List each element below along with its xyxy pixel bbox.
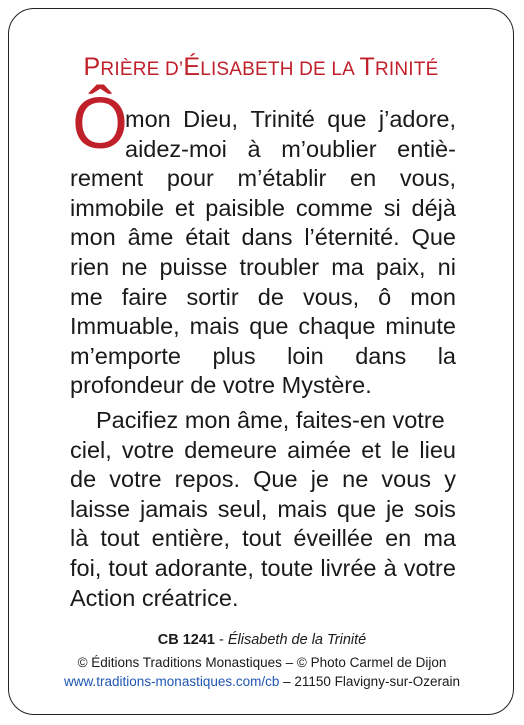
prayer-line — [70, 495, 456, 525]
prayer-word: seul, — [217, 495, 268, 522]
prayer-word: et — [361, 436, 381, 463]
prayer-word: Trinité — [250, 106, 315, 132]
prayer-word: immobile — [70, 194, 165, 221]
prayer-word: livrée — [320, 554, 377, 581]
prayer-word: plus — [212, 342, 256, 369]
prayer-word: que — [327, 106, 367, 132]
prayer-word: ciel, — [70, 436, 112, 463]
address-text: – 21150 Flavigny-sur-Ozerain — [279, 674, 460, 689]
prayer-line — [70, 524, 456, 554]
prayer-word: si — [383, 194, 401, 221]
prayer-word: vous — [381, 466, 432, 493]
footer-reference — [0, 632, 524, 648]
prayer-word: sortir — [186, 283, 239, 310]
prayer-line — [70, 223, 456, 253]
title-letter: É — [183, 53, 201, 81]
prayer-word: m’emporte — [70, 342, 182, 369]
prayer-word: rien — [70, 253, 110, 280]
prayer-word: là — [70, 525, 89, 552]
prayer-line — [70, 105, 456, 135]
prayer-word: dans — [355, 342, 407, 369]
prayer-word: vous, — [302, 283, 360, 310]
footer-author: Élisabeth de la Trinité — [227, 632, 367, 648]
prayer-word: rement — [70, 165, 144, 192]
prayer-word: repos. — [174, 466, 240, 493]
title-smallcaps: RIÈRE D’ — [100, 59, 184, 80]
prayer-word: dans — [241, 224, 293, 251]
prayer-word: ma — [423, 525, 456, 552]
prayer-word: ne — [342, 466, 369, 493]
prayer-word: votre — [109, 466, 162, 493]
prayer-word: déjà — [411, 194, 456, 221]
prayer-line — [70, 194, 456, 224]
prayer-word: demeure — [184, 436, 278, 463]
prayer-word: à — [247, 135, 261, 162]
publisher-link[interactable]: www.traditions-monastiques.com/cb — [64, 674, 280, 689]
prayer-word: votre — [121, 436, 175, 463]
prayer-word: que — [249, 313, 289, 340]
prayer-word: puisse — [159, 253, 228, 280]
prayer-word: mon — [70, 224, 116, 251]
prayer-word: éveillée — [293, 525, 374, 552]
prayer-title — [9, 53, 513, 82]
prayer-word: mais — [277, 495, 327, 522]
prayer-word: troubler — [239, 253, 320, 280]
prayer-line — [70, 465, 456, 495]
footer-address — [0, 674, 524, 689]
footer-separator: - — [214, 632, 228, 648]
prayer-word: j’adore, — [378, 106, 456, 132]
prayer-word: aidez-moi — [125, 135, 227, 162]
prayer-word: m’établir — [237, 165, 327, 192]
prayer-word: toute — [261, 554, 314, 581]
prayer-word: de — [70, 466, 97, 493]
prayer-word: Immuable, — [70, 313, 180, 340]
prayer-word: en — [350, 165, 377, 192]
prayer-word: de — [257, 283, 284, 310]
prayer-word: adorante, — [154, 554, 254, 581]
prayer-word: Que — [253, 466, 298, 493]
prayer-word: comme — [295, 194, 373, 221]
prayer-word: à — [383, 554, 397, 581]
prayer-word: était — [185, 224, 230, 251]
prayer-word: entiè- — [397, 135, 456, 162]
prayer-word: votre — [403, 554, 456, 581]
footer-copyright: © Éditions Traditions Monastiques – © Photo Carmel de Dijon — [77, 655, 447, 670]
prayer-word: laisse — [70, 495, 131, 522]
prayer-word: l’éternité. — [304, 224, 400, 251]
prayer-word: Que — [411, 224, 456, 251]
prayer-line — [70, 283, 456, 313]
prayer-line: Action créatrice. — [70, 584, 239, 611]
prayer-word: ô — [378, 283, 392, 310]
prayer-word: Dieu, — [183, 106, 239, 132]
prayer-line: profondeur de votre Mystère. — [70, 372, 372, 399]
prayer-word: lieu — [419, 436, 456, 463]
prayer-line — [70, 253, 456, 283]
prayer-word: chaque — [298, 313, 376, 340]
prayer-word: pour — [166, 165, 214, 192]
prayer-word: et — [174, 194, 195, 221]
prayer-word: ni — [437, 253, 456, 280]
prayer-word: paisible — [205, 194, 285, 221]
prayer-word: minute — [385, 313, 456, 340]
title-letter: T — [359, 53, 375, 81]
prayer-word: mais — [189, 313, 240, 340]
prayer-word: ma — [331, 253, 364, 280]
prayer-word: foi, — [70, 554, 102, 581]
title-letter: P — [83, 53, 101, 81]
prayer-word: sois — [414, 495, 456, 522]
prayer-word: loin — [287, 342, 324, 369]
prayer-word: le — [390, 436, 410, 463]
prayer-line — [70, 554, 456, 584]
prayer-word: je — [385, 495, 405, 522]
prayer-line — [70, 436, 456, 466]
prayer-word: ne — [121, 253, 148, 280]
drop-cap: Ô — [72, 84, 129, 164]
prayer-word: entière, — [151, 525, 231, 552]
prayer-word: mon — [125, 106, 171, 132]
prayer-word: vous, — [399, 165, 456, 192]
prayer-word: tout — [108, 554, 148, 581]
prayer-word: je — [310, 466, 329, 493]
prayer-word: faire — [121, 283, 168, 310]
prayer-word: tout — [242, 525, 282, 552]
prayer-paragraph-2 — [70, 406, 456, 613]
prayer-paragraph-1 — [70, 105, 456, 401]
prayer-line — [70, 164, 456, 194]
title-smallcaps: RINITÉ — [374, 59, 439, 80]
prayer-word: me — [70, 283, 103, 310]
prayer-word: jamais — [139, 495, 208, 522]
prayer-word: y — [444, 466, 456, 493]
prayer-word: paix, — [375, 253, 426, 280]
prayer-word: mon — [410, 283, 456, 310]
prayer-line — [70, 342, 456, 372]
prayer-word: en — [385, 525, 412, 552]
prayer-word: âme — [127, 224, 174, 251]
prayer-word: que — [336, 495, 377, 522]
prayer-word: la — [437, 342, 456, 369]
prayer-line — [70, 312, 456, 342]
prayer-word: aimée — [287, 436, 352, 463]
prayer-line: Pacifiez mon âme, faites-en votre — [96, 407, 445, 433]
title-smallcaps: LISABETH DE LA — [200, 59, 360, 80]
prayer-line — [70, 135, 456, 165]
prayer-word: m’oublier — [281, 135, 377, 162]
card-code: CB 1241 — [157, 632, 215, 648]
prayer-word: tout — [100, 525, 140, 552]
